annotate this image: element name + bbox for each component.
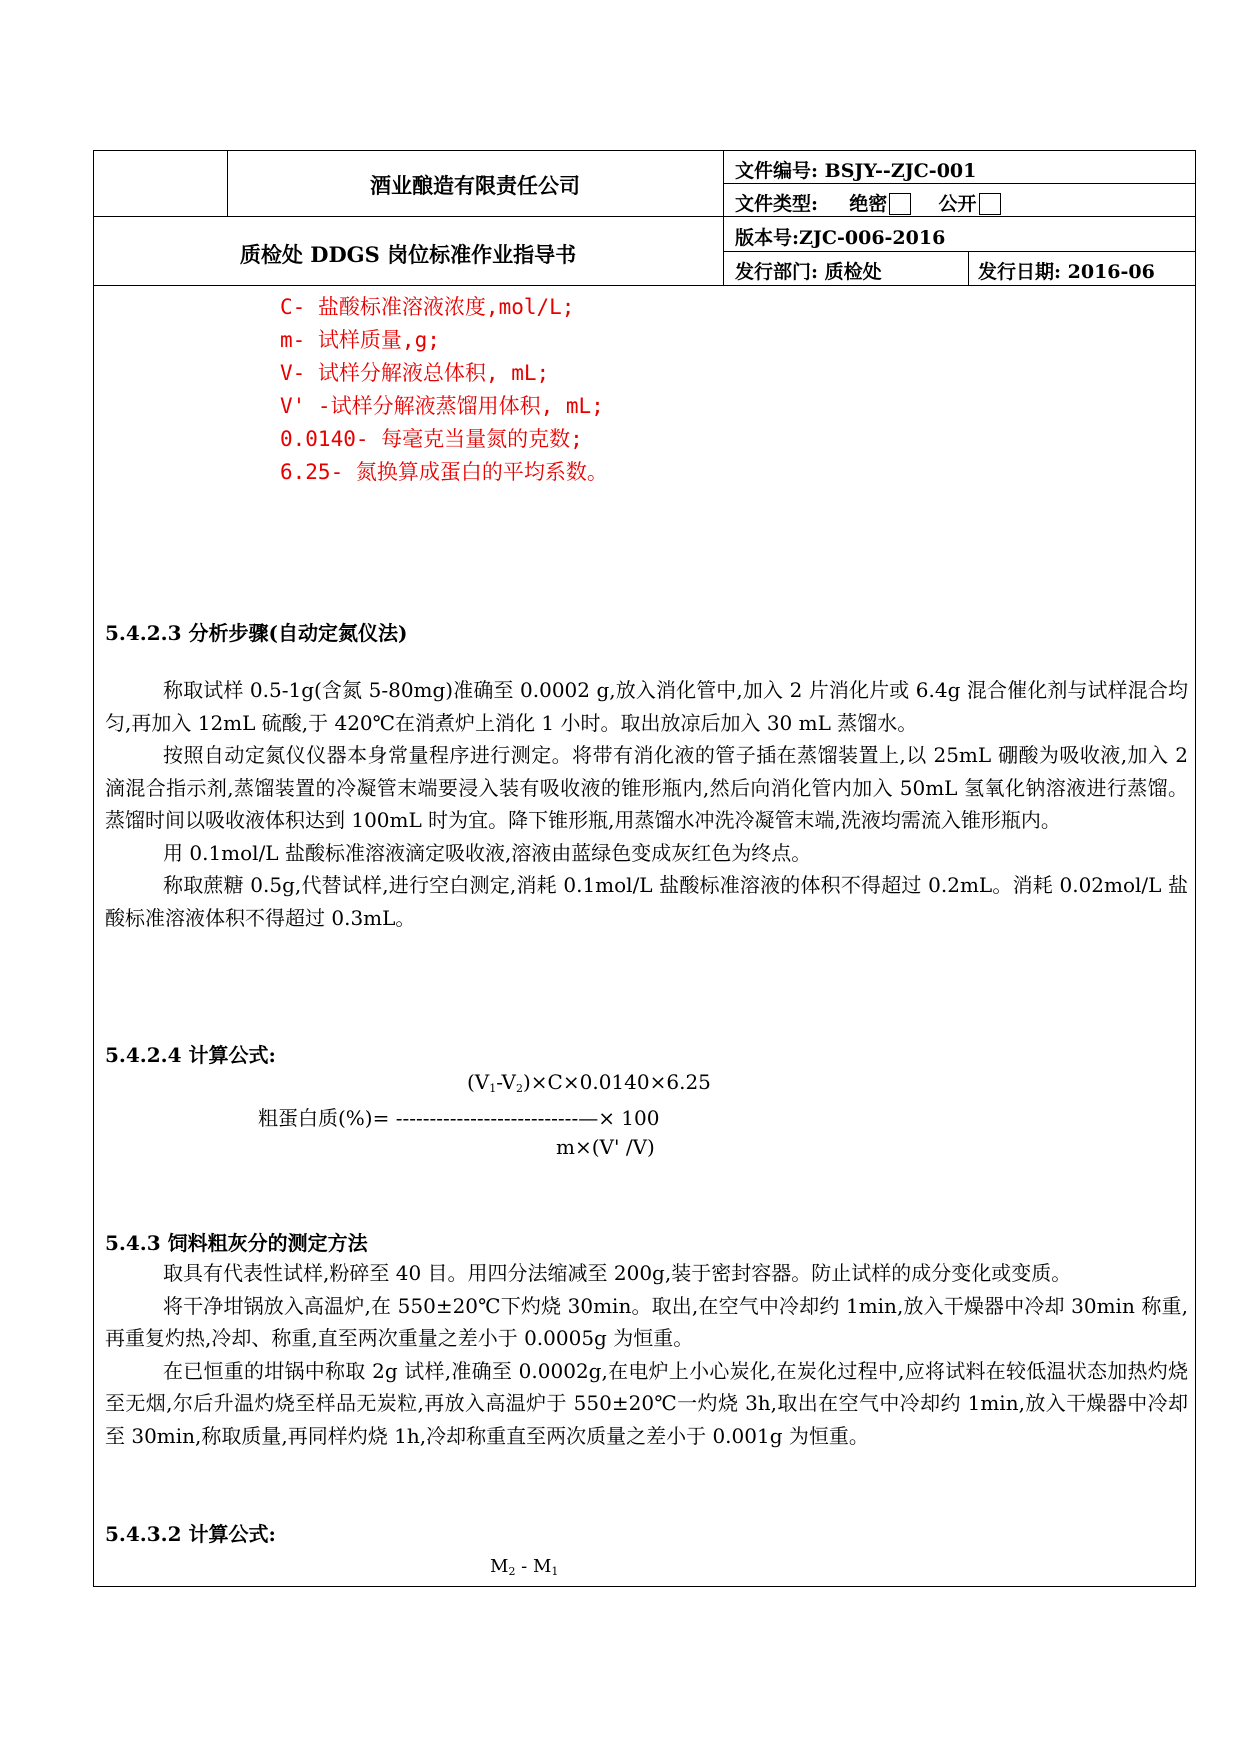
secret-label: 绝密 [849, 193, 888, 215]
section-heading-5423: 5.4.2.3 分析步骤(自动定氮仪法) [105, 621, 408, 645]
title-cell-divider [723, 150, 724, 285]
section-heading-5424: 5.4.2.4 计算公式: [105, 1043, 276, 1067]
paragraph: 称取蔗糖 0.5g,代替试样,进行空白测定,消耗 0.1mol/L 盐酸标准溶液的体积不得超过 0.2mL。消耗 0.02mol/L 盐酸标准溶液体积不得超过 0.3mL。 [105, 873, 1188, 930]
paragraph: 按照自动定氮仪仪器本身常量程序进行测定。将带有消化液的管子插在蒸馏装置上,以 25mL 硼酸为吸收液,加入 2 滴混合指示剂,蒸馏装置的冷凝管末端要浸入装有吸收液的锥形瓶内,然后向消化管内加入 50mL 氢氧化钠溶液进行蒸馏。蒸馏时间以吸收液体积达到 100mL 时为宜。降下锥形瓶,用蒸馏水冲洗冷凝管末端,洗液均需流入锥形瓶内。 [105, 743, 1188, 832]
formula-lhs: 粗蛋白质(%)= [258, 1106, 396, 1130]
doc-type [735, 189, 1001, 216]
header-bottom-border [93, 285, 1196, 286]
variable-def: 6.25- 氮换算成蛋白的平均系数。 [280, 460, 608, 484]
doc-number: 文件编号: BSJY--ZJC-001 [735, 160, 977, 182]
paragraph: 称取试样 0.5-1g(含氮 5-80mg)准确至 0.0002 g,放入消化管中,加入 2 片消化片或 6.4g 混合催化剂与试样混合均匀,再加入 12mL 硫酸,于 420℃在消煮炉上消化 1 小时。取出放凉后加入 30 mL 蒸馏水。 [105, 678, 1188, 735]
version-number: 版本号:ZJC-006-2016 [735, 227, 946, 249]
issuing-dept: 发行部门: 质检处 [735, 261, 882, 283]
public-label: 公开 [938, 193, 977, 215]
section-heading-5432: 5.4.3.2 计算公式: [105, 1522, 276, 1546]
right-cell-divider-1 [723, 183, 1196, 184]
section-5423-body [105, 674, 1188, 934]
variable-def: V' -试样分解液蒸馏用体积, mL; [280, 394, 604, 418]
public-checkbox[interactable] [979, 193, 1001, 215]
formula-denominator: m×(V' /V) [556, 1135, 655, 1159]
formula-numerator: $(V_1-V_2)\times C\times 0.0140\times 6.25$ [467, 1070, 711, 1095]
paragraph: 将干净坩锅放入高温炉,在 550±20℃下灼烧 30min。取出,在空气中冷却约 1min,放入干燥器中冷却 30min 称重,再重复灼热,冷却、称重,直至两次重量之差小于 0.0005g 为恒重。 [105, 1293, 1188, 1350]
right-cell-divider-2 [723, 251, 1196, 252]
section-543-body [105, 1257, 1188, 1452]
variable-def: V- 试样分解液总体积, mL; [280, 361, 550, 385]
issue-date: 发行日期: 2016-06 [978, 261, 1155, 283]
variable-def: m- 试样质量,g; [280, 328, 440, 352]
date-cell-divider [968, 251, 969, 285]
variable-def: C- 盐酸标准溶液浓度,mol/L; [280, 295, 575, 319]
paragraph: 取具有代表性试样,粉碎至 40 目。用四分法缩减至 200g,装于密封容器。防止试样的成分变化或变质。 [163, 1261, 1072, 1285]
secret-checkbox[interactable] [889, 193, 911, 215]
section-heading-543: 5.4.3 饲料粗灰分的测定方法 [105, 1231, 368, 1255]
variable-def: 0.0140- 每毫克当量氮的克数; [280, 427, 583, 451]
header-row-divider [93, 216, 1196, 217]
paragraph: 在已恒重的坩锅中称取 2g 试样,准确至 0.0002g,在电炉上小心炭化,在炭化过程中,应将试料在较低温状态加热灼烧至无烟,尔后升温灼烧至样品无炭粒,再放入高温炉于 550±20℃一灼烧 3h,取出在空气中冷却约 1min,放入干燥器中冷却至 30min,称取质量,再同样灼烧 1h,冷却称重直至两次质量之差小于 0.001g 为恒重。 [105, 1358, 1188, 1448]
ash-formula-numerator: $M_2 - M_1$ [490, 1556, 559, 1578]
doc-type-label: 文件类型: [735, 193, 819, 215]
formula-line [258, 1102, 659, 1131]
formula-fraction-bar: ---------------------------—× 100 [395, 1106, 660, 1130]
company-name: 酒业酿造有限责任公司 [370, 173, 580, 198]
document-title: 质检处 DDGS 岗位标准作业指导书 [239, 242, 577, 267]
paragraph: 用 0.1mol/L 盐酸标准溶液滴定吸收液,溶液由蓝绿色变成灰红色为终点。 [163, 840, 812, 865]
